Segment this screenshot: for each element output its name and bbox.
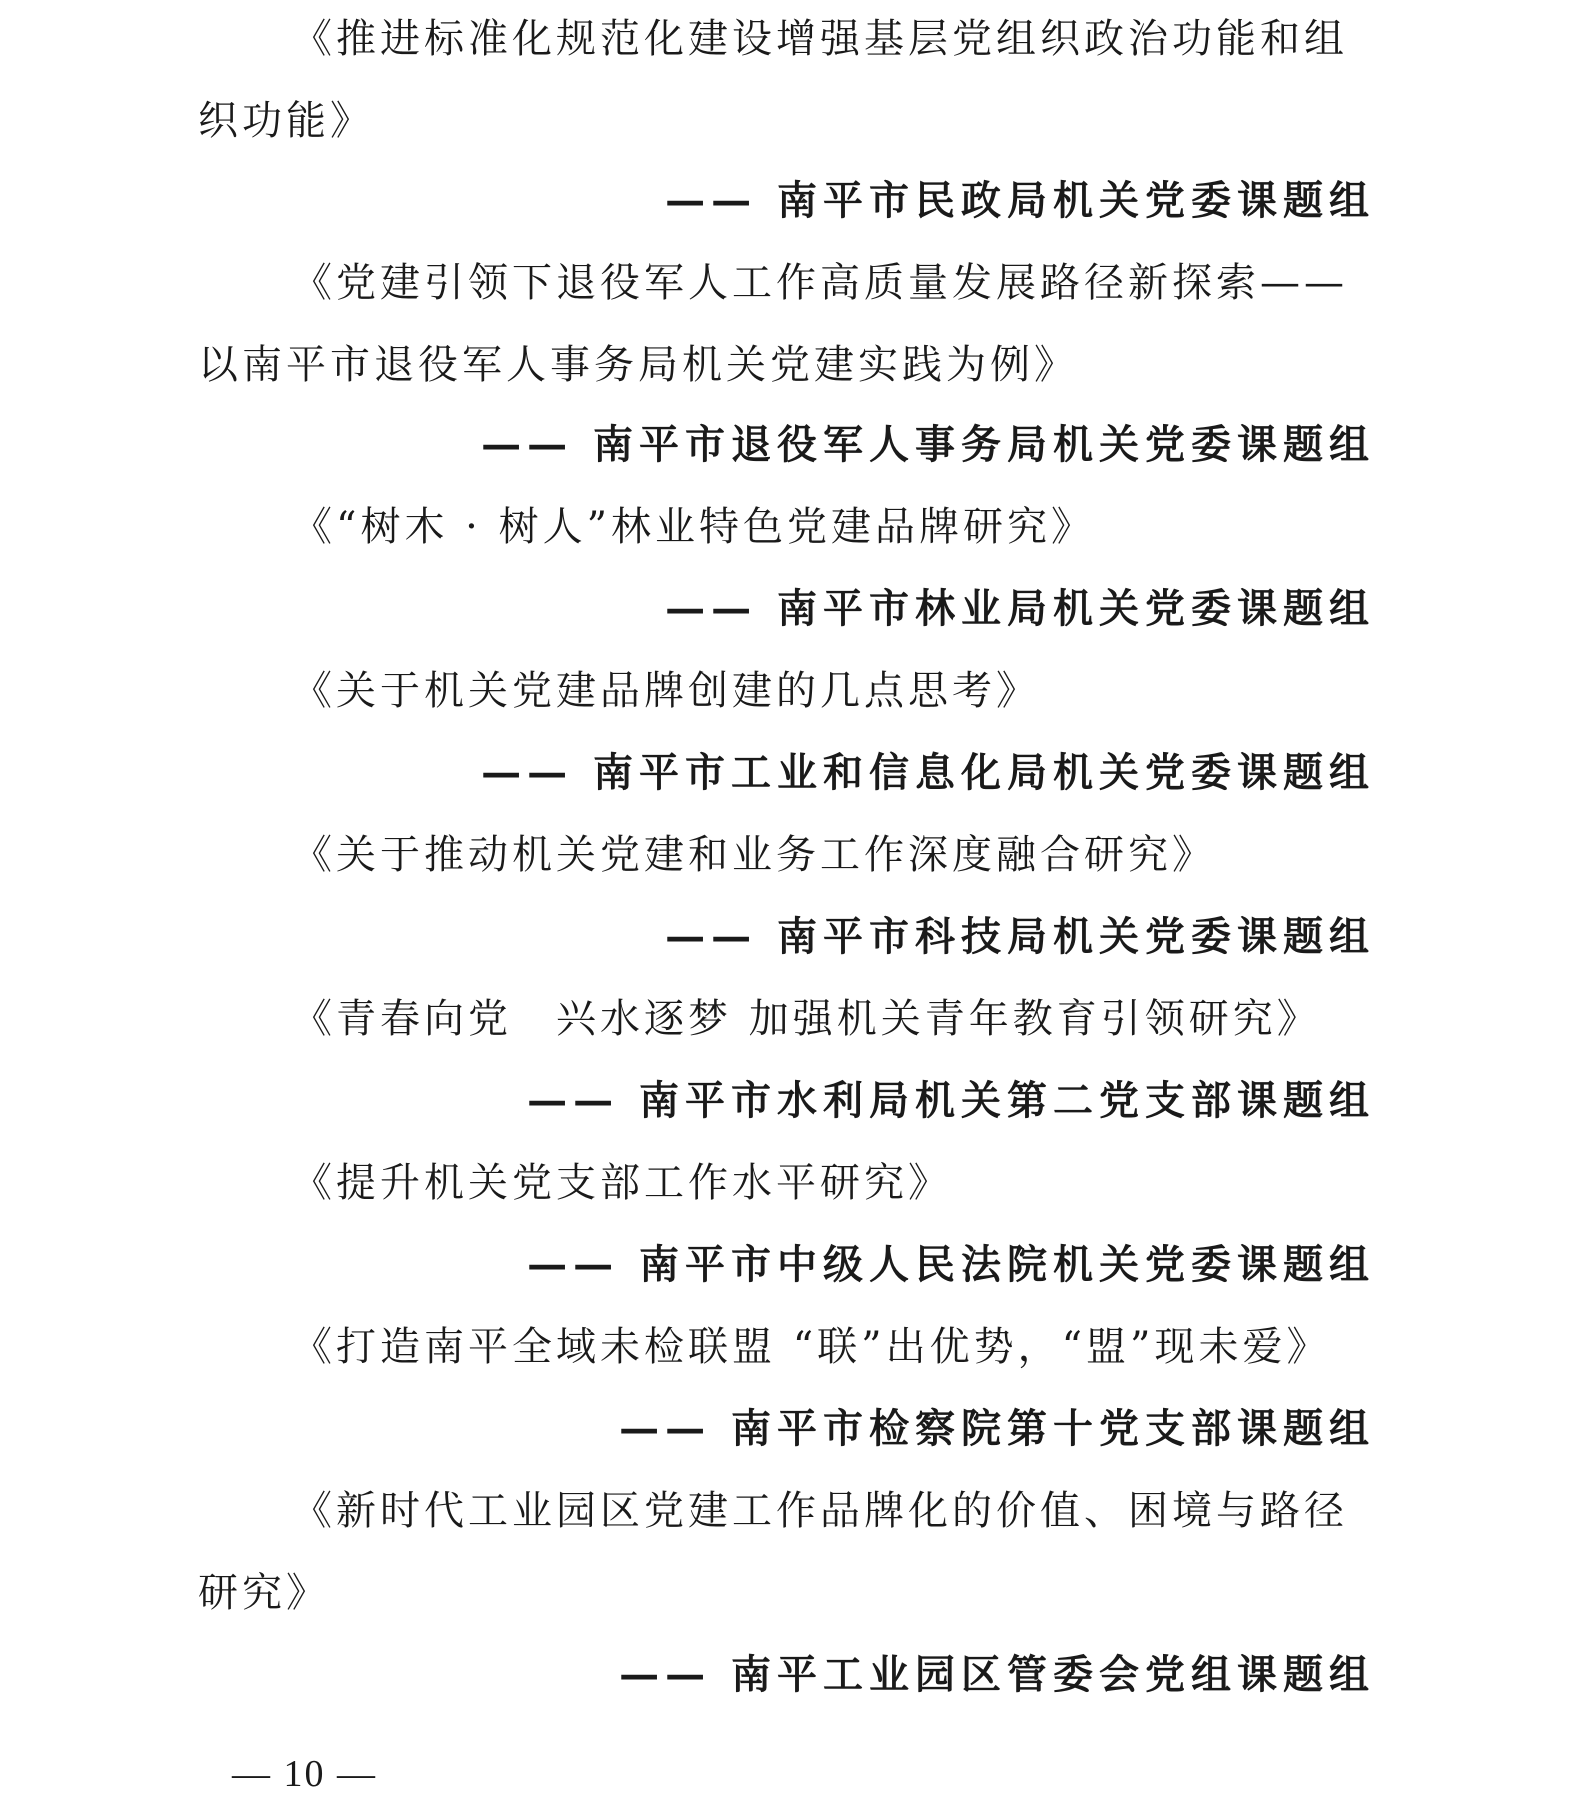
entry-3-title: 《“树木 · 树人”林业特色党建品牌研究》: [292, 504, 1096, 550]
entry-8-title: 《打造南平全域未检联盟 “联”出优势，“盟”现未爱》: [292, 1324, 1331, 1370]
entry-5-author: —— 南平市科技局机关党委课题组: [665, 913, 1375, 960]
entry-7-author: —— 南平市中级人民法院机关党委课题组: [527, 1241, 1375, 1288]
entry-6-author: —— 南平市水利局机关第二党支部课题组: [527, 1077, 1375, 1124]
entry-4-author: —— 南平市工业和信息化局机关党委课题组: [481, 749, 1375, 796]
entry-4-title: 《关于机关党建品牌创建的几点思考》: [292, 668, 1040, 714]
entry-1-author: —— 南平市民政局机关党委课题组: [665, 177, 1375, 224]
entry-9-title-line-1: 《新时代工业园区党建工作品牌化的价值、困境与路径: [292, 1488, 1348, 1534]
entry-9-author: —— 南平工业园区管委会党组课题组: [619, 1651, 1375, 1698]
entry-6-title: 《青春向党 兴水逐梦 加强机关青年教育引领研究》: [292, 996, 1321, 1042]
entry-2-title-line-1: 《党建引领下退役军人工作高质量发展路径新探索——: [292, 260, 1348, 306]
entry-2-title-line-2: 以南平市退役军人事务局机关党建实践为例》: [198, 342, 1078, 388]
page-number: — 10 —: [232, 1753, 377, 1795]
entry-2-author: —— 南平市退役军人事务局机关党委课题组: [481, 421, 1375, 468]
entry-1-title-line-1: 《推进标准化规范化建设增强基层党组织政治功能和组: [292, 16, 1348, 62]
entry-9-title-line-2: 研究》: [198, 1570, 330, 1616]
entry-5-title: 《关于推动机关党建和业务工作深度融合研究》: [292, 832, 1216, 878]
entry-3-author: —— 南平市林业局机关党委课题组: [665, 585, 1375, 632]
entry-8-author: —— 南平市检察院第十党支部课题组: [619, 1405, 1375, 1452]
entry-7-title: 《提升机关党支部工作水平研究》: [292, 1160, 952, 1206]
entry-1-title-line-2: 织功能》: [198, 98, 374, 144]
